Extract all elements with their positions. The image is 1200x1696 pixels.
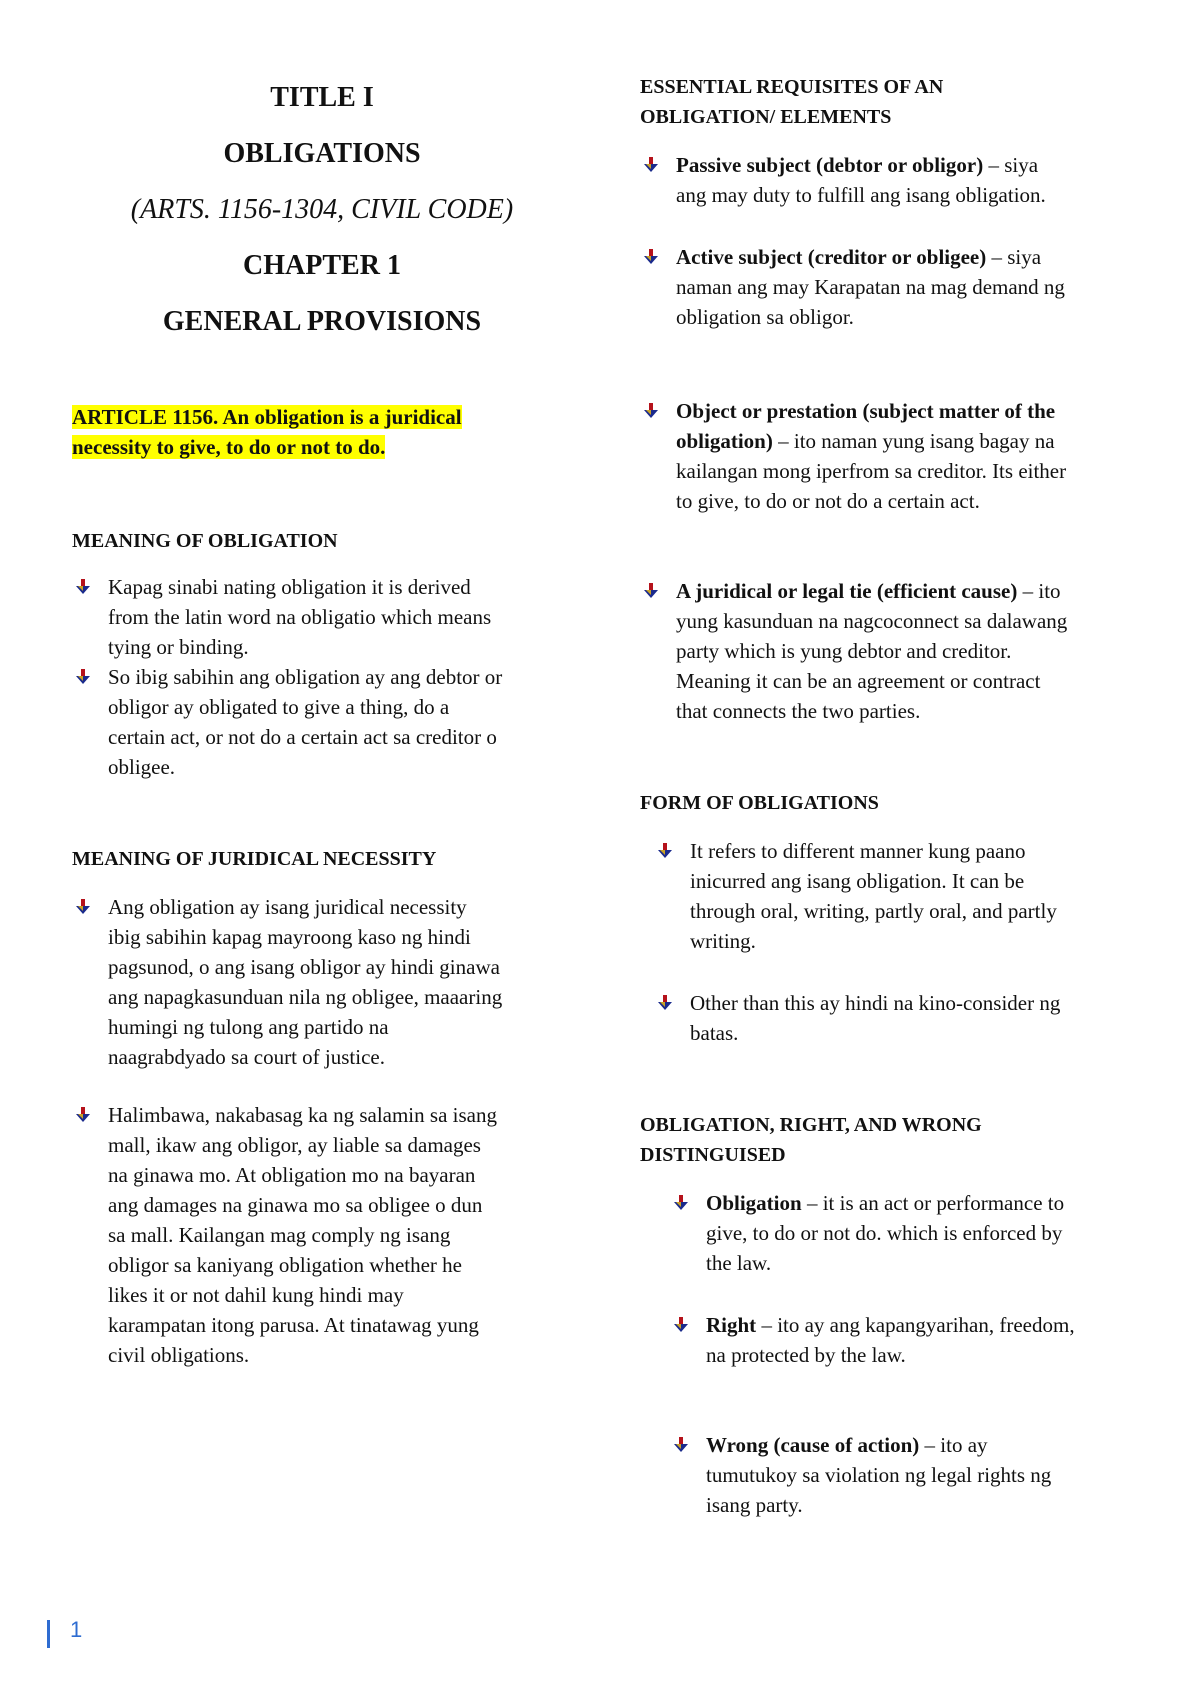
footer-bar	[47, 1620, 50, 1648]
article-line-1: ARTICLE 1156. An obligation is a juridical	[72, 405, 462, 429]
list-item: Right – ito ay ang kapangyarihan, freedom, na protected by the law.	[674, 1310, 1154, 1370]
requisites-heading: ESSENTIAL REQUISITES OF AN OBLIGATION/ ELEMENTS	[640, 76, 944, 128]
list-item: It refers to different manner kung paano inicurred ang isang obligation. It can be through oral, writing, partly oral, and partly writing.	[658, 836, 1148, 956]
title-block	[72, 70, 572, 350]
chapter-title: CHAPTER 1	[243, 250, 401, 281]
arrow-down-bullet-icon	[674, 1437, 688, 1453]
list-item: Other than this ay hindi na kino-consider ng batas.	[658, 988, 1148, 1048]
arrow-down-bullet-icon	[674, 1317, 688, 1333]
arrow-down-bullet-icon	[644, 249, 658, 265]
form-heading: FORM OF OBLIGATIONS	[640, 792, 879, 814]
arrow-down-bullet-icon	[76, 669, 90, 685]
list-item: Kapag sinabi nating obligation it is derived from the latin word na obligatio which means tying or binding.	[76, 572, 596, 662]
article-1156	[72, 402, 552, 462]
arrow-down-bullet-icon	[644, 583, 658, 599]
list-item: Obligation – it is an act or performance to give, to do or not do. which is enforced by the law.	[674, 1188, 1154, 1278]
list-item: Passive subject (debtor or obligor) – siya ang may duty to fulfill ang isang obligation.	[644, 150, 1144, 210]
page-number: 1	[70, 1617, 83, 1642]
arrow-down-bullet-icon	[674, 1195, 688, 1211]
list-item: So ibig sabihin ang obligation ay ang debtor or obligor ay obligated to give a thing, do a certain act, or not do a certain act sa creditor o obligee.	[76, 662, 596, 782]
arrow-down-bullet-icon	[76, 579, 90, 595]
list-item: Object or prestation (subject matter of the obligation) – ito naman yung isang bagay na kailangan mong iperfrom sa creditor. Its either to give, to do or not do a certain act.	[644, 396, 1144, 516]
arrow-down-bullet-icon	[658, 843, 672, 859]
title-line-2: OBLIGATIONS	[223, 138, 421, 169]
arrow-down-bullet-icon	[644, 403, 658, 419]
list-item: Halimbawa, nakabasag ka ng salamin sa isang mall, ikaw ang obligor, ay liable sa damages na ginawa mo. At obligation mo na bayaran ang damages na ginawa mo sa obligee o dun sa mall. Kailangan mag comply ng isang obligor sa kaniyang obligation whether he likes it or not dahil kung hindi may karampatan itong parusa. At tinatawag yung civil obligations.	[76, 1100, 596, 1370]
arrow-down-bullet-icon	[76, 1107, 90, 1123]
title-line-3: (ARTS. 1156-1304, CIVIL CODE)	[130, 194, 514, 225]
arrow-down-bullet-icon	[658, 995, 672, 1011]
distinguished-heading: OBLIGATION, RIGHT, AND WRONG DISTINGUISED	[640, 1114, 982, 1166]
arrow-down-bullet-icon	[644, 157, 658, 173]
list-item: Active subject (creditor or obligee) – siya naman ang may Karapatan na mag demand ng obligation sa obligor.	[644, 242, 1144, 332]
list-item: A juridical or legal tie (efficient cause) – ito yung kasunduan na nagcoconnect sa dalawang party which is yung debtor and creditor. Meaning it can be an agreement or contract that connects the two parties.	[644, 576, 1144, 726]
title-line-1: TITLE I	[270, 82, 374, 113]
list-item: Wrong (cause of action) – ito ay tumutukoy sa violation ng legal rights ng isang party.	[674, 1430, 1154, 1520]
chapter-subtitle: GENERAL PROVISIONS	[162, 306, 482, 337]
article-line-2: necessity to give, to do or not to do.	[72, 435, 386, 459]
arrow-down-bullet-icon	[76, 899, 90, 915]
meaning-obligation-heading: MEANING OF OBLIGATION	[72, 530, 338, 552]
list-item: Ang obligation ay isang juridical necessity ibig sabihin kapag mayroong kaso ng hindi pagsunod, o ang isang obligor ay hindi ginawa ang napagkasunduan nila ng obligee, maaaring humingi ng tulong ang partido na naagrabdyado sa court of justice.	[76, 892, 596, 1072]
meaning-juridical-heading: MEANING OF JURIDICAL NECESSITY	[72, 848, 437, 870]
